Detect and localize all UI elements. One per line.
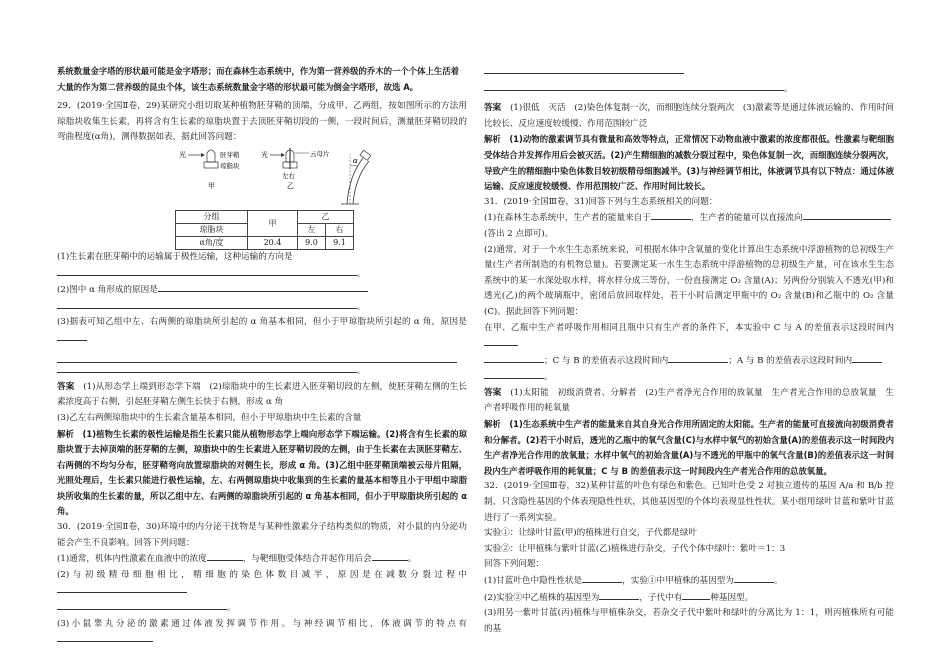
answer-blank[interactable]	[682, 590, 710, 600]
fig-label-left-right: 左右	[282, 171, 295, 180]
table-cell: 甲	[248, 210, 298, 236]
q31-stem: 31．(2019·全国Ⅲ卷，31)回答下列与生态系统相关的问题：	[484, 196, 718, 207]
answer-blank[interactable]	[57, 299, 357, 309]
table-row	[176, 210, 354, 223]
q32-prompt: 回答下列问题：	[484, 559, 545, 570]
table-cell: 右	[326, 223, 354, 236]
q29-sub2: (2)图中 α 角形成的原因是	[57, 285, 158, 296]
period: 。	[357, 301, 366, 312]
fig-label-jia: 甲	[208, 181, 215, 190]
answer-label: 答案	[484, 103, 502, 114]
q32-sub1b: ，实验①中甲植株的基因型为	[622, 576, 734, 586]
intro-line-2: 大量的作为第二营养级的昆虫个体，该生态系统数量金字塔的形状最可能为倒金字塔形，故选 A。	[57, 81, 419, 92]
q29-analysis: 解析 (1)植物生长素的极性运输是指生长素只能从植物形态学上端向形态学下端运输。(2)将含有生长素的琼脂块置于去掉顶端的胚芽鞘的左侧，琼脂块中的生长素进入胚芽鞘切段的左侧，由于生长素在去顶胚芽鞘左、右两侧的不均匀分布，胚芽鞘弯向放置琼脂块的对侧生长，形成 α 角。(3)乙组中胚芽鞘顶端被云母片阻隔，光照处理后，生长素只能进行极性运输，左、右两侧琼脂块中收集到的生长素的量基本相等且小于甲组中琼脂块所收集的生长素的量，所以乙组中左、右两侧的琼脂块所引起的 α 角基本相同，但小于甲琼脂块所引起的 α 角。	[57, 428, 468, 517]
q29-answer-part3: (3)乙左右两侧琼脂块中的生长素含量基本相同，但小于甲琼脂块中生长素的含量	[57, 412, 362, 423]
fig-label-mica: 云母片	[310, 149, 330, 158]
left-column	[57, 64, 467, 649]
analysis-label: 解析	[57, 428, 75, 439]
q32-stem: 32．(2019·全国Ⅲ卷，32)某种甘蓝的叶色有绿色和紫色。已知叶色受 2 对独立遗传的基因 A/a 和 B/b 控制，只含隐性基因的个体表现隐性性状，其他基因型的个体均表现显性性状。某小组用绿叶甘蓝和紫叶甘蓝进行了一系列实验。	[484, 481, 894, 523]
q30-sub1a: (1)通常，机体内性激素在血液中的浓度	[57, 554, 207, 565]
answer-blank[interactable]	[158, 282, 368, 292]
q31-sub2d: ；A 与 B 的差值表示这段时间内	[728, 355, 853, 366]
q31-sub1c: (答出 2 点即可)。	[484, 228, 554, 239]
q32-sub2a: (2)实验②中乙植株的基因型为	[484, 592, 600, 603]
fig-label-light-a: 光	[179, 150, 186, 159]
q30-answer: 答案 (1)很低 灭活 (2)染色体复制一次，而细胞连续分裂两次 (3)激素等是通过体液运输的、作用时间比较长、反应速度较缓慢、作用范围较广泛	[484, 103, 894, 129]
q31-sub2e: 。	[544, 372, 553, 383]
table-cell: 9.1	[326, 236, 354, 249]
answer-blank[interactable]	[372, 551, 408, 561]
q32-sub2c: 种基因型。	[710, 592, 754, 603]
analysis-label: 解析	[484, 134, 501, 145]
answer-blank[interactable]	[484, 353, 544, 363]
light-arrowhead-a	[201, 153, 205, 157]
q32-exp2: 实验②：让甲植株与紫叶甘蓝(乙)植株进行杂交，子代个体中绿叶：紫叶＝1：3	[484, 543, 786, 554]
q29-figure	[57, 148, 467, 210]
q30-analysis: 解析 (1)动物的激素调节具有微量和高效等特点，正常情况下动物血液中激素的浓度都很低。性激素与靶细胞受体结合并发挥作用后会被灭活。(2)产生精细胞的减数分裂过程中，染色体复制一次，而细胞连续分裂两次，导致产生的精细胞中染色体数目较初级精母细胞减半。(3)与神经调节相比，体液调节具有以下特点：通过体液运输、反应速度较缓慢、作用范围较广泛、作用时间比较长。	[484, 134, 894, 192]
fig-label-yi: 乙	[287, 181, 294, 190]
agar-block-on-stem	[360, 150, 371, 160]
answer-blank[interactable]	[484, 64, 684, 74]
table-cell: 琼脂块	[176, 223, 248, 236]
table-cell: 20.4	[248, 236, 298, 249]
period: 。	[784, 83, 793, 94]
answer-line[interactable]	[57, 348, 457, 364]
table-cell: 左	[298, 223, 326, 236]
agar-block-a	[204, 162, 218, 168]
q29-data-table	[175, 210, 354, 250]
q30-sub3: (3)小鼠睾丸分泌的激素通过体液发挥调节作用。与神经调节相比，体液调节的特点有	[57, 618, 467, 629]
q32-sub3: (3)用另一紫叶甘蓝(丙)植株与甲植株杂交，若杂交子代中紫叶和绿叶的分离比为 1：1，则丙植株所有可能的基	[484, 608, 894, 634]
agar-block-right	[290, 162, 297, 168]
answer-blank[interactable]	[803, 210, 891, 220]
coleoptile-diagram	[177, 148, 397, 210]
q31-sub2: (2)通常，对于一个水生生态系统来说，可根据水体中含氧量的变化计算出生态系统中浮游植物的总初级生产量(生产者所制造的有机物总量)。若要测定某一水生生态系统中浮游植物的总初级生产量，可在该水生生态系统中的某一水深处取水样，将水样分成三等份，一份直接测定 O₂ 含量(A)；另两份分别装入不透光(甲)和透光(乙)的两个玻璃瓶中，密闭后放回取样处，若干小时后测定甲瓶中的 O₂ 含量(B)和乙瓶中的 O₂ 含量(C)。据此回答下列问题：	[484, 244, 894, 317]
q31-sub2b: 在甲、乙瓶中生产者呼吸作用相同且瓶中只有生产者的条件下，本实验中 C 与 A 的差值表示这段时间内	[484, 322, 894, 333]
period: 。	[357, 366, 366, 377]
answer-blank[interactable]	[484, 369, 544, 379]
period: 。	[357, 268, 366, 279]
answer-blank[interactable]	[734, 573, 774, 583]
analysis-label: 解析	[484, 419, 501, 430]
q31-sub1a: (1)在森林生态系统中，生产者的能量来自于	[484, 213, 651, 224]
fig-label-light-b: 光	[261, 150, 268, 159]
q31-sub1b: ，生产者的能量可以直接流向	[690, 213, 803, 224]
table-cell: 9.0	[298, 236, 326, 249]
fig-label-agar: 琼脂块	[220, 161, 240, 170]
fig-label-tip: 胚芽鞘	[220, 150, 240, 159]
fig-label-alpha: α	[353, 156, 358, 165]
answer-blank[interactable]	[651, 210, 691, 220]
q29-answer: 答案 (1)从形态学上端到形态学下端 (2)琼脂块中的生长素进入胚芽鞘切段的左侧，使胚芽鞘左侧的生长素浓度高于右侧，引起胚芽鞘左侧生长快于右侧，形成 α 角	[57, 381, 467, 408]
table-row	[176, 236, 354, 249]
answer-blank[interactable]	[599, 590, 639, 600]
answer-label: 答案	[57, 381, 75, 392]
agar-block-left	[283, 162, 290, 168]
q29-sub3: (3)据表可知乙组中左、右两侧的琼脂块所引起的 α 角基本相同，但小于甲琼脂块所引起的 α 角，原因是	[57, 315, 467, 347]
q30-stem: 30．(2019·全国Ⅱ卷，30)环境中的内分泌干扰物是与某种性激素分子结构类似的物质，对小鼠的内分泌功能会产生不良影响。回答下列问题：	[57, 522, 467, 548]
period: 。	[227, 603, 236, 614]
answer-blank[interactable]	[57, 331, 87, 341]
answer-blank[interactable]	[57, 600, 227, 610]
intro-line-1: 系统数量金字塔的形状最可能是金字塔形；而在森林生态系统中，作为第一营养级的乔木的一个个体上生活着	[57, 66, 459, 76]
q31-answer: 答案 (1)太阳能 初级消费者、分解者 (2)生产者净光合作用的放氧量 生产者光合作用的总放氧量 生产者呼吸作用的耗氧量	[484, 387, 894, 414]
table-cell: α角/度	[176, 236, 248, 249]
q30-sub1b: ，与靶细胞受体结合并起作用后会	[242, 554, 372, 565]
q29-stem: 29．(2019·全国Ⅱ卷，29)某研究小组切取某种植物胚芽鞘的顶端，分成甲、乙两组，按如图所示的方法用琼脂块收集生长素，再将含有生长素的琼脂块置于去顶胚芽鞘切段的一侧，一段时间后，测量胚芽鞘切段的弯曲程度(α角)，测得数据如表，据此回答问题：	[57, 101, 467, 143]
answer-blank[interactable]	[57, 363, 357, 373]
q32-exp1: 实验①：让绿叶甘蓝(甲)的植株进行自交，子代都是绿叶	[484, 528, 697, 539]
answer-blank[interactable]	[207, 551, 243, 561]
coleoptile-tip-a	[207, 150, 215, 162]
answer-blank[interactable]	[484, 336, 518, 346]
q32-sub2b: ，子代中有	[639, 592, 683, 603]
q32-sub1a: (1)甘蓝叶色中隐性性状是	[484, 576, 583, 586]
answer-blank[interactable]	[57, 632, 153, 642]
answer-blank[interactable]	[582, 573, 622, 583]
q31-analysis: 解析 (1)生态系统中生产者的能量来自其自身光合作用所固定的太阳能。生产者的能量可直接流向初级消费者和分解者。(2)若干小时后，透光的乙瓶中的氧气含量(C)与水样中氧气的初始含量(A)的差值表示这一时间段内生产者净光合作用的放氧量；水样中氧气的初始含量(A)与不透光的甲瓶中的氧气含量(B)的差值表示这一时间段内生产者呼吸作用的耗氧量；C 与 B 的差值表示这一时间段内生产者光合作用的总放氧量。	[484, 419, 894, 476]
bent-coleoptile-right-edge	[353, 161, 369, 204]
answer-blank[interactable]	[57, 583, 187, 593]
right-column	[484, 64, 894, 637]
light-arrowhead-b	[281, 153, 285, 157]
answer-label: 答案	[484, 387, 502, 398]
answer-blank[interactable]	[484, 81, 784, 91]
q32-sub1c: 。	[773, 576, 783, 586]
q31-sub2c: ；C 与 B 的差值表示这段时间内	[544, 355, 669, 366]
table-cell: 分组	[176, 210, 248, 223]
table-cell: 乙	[298, 210, 354, 223]
q30-sub1c: 。	[407, 554, 417, 565]
q29-sub1: (1)生长素在胚芽鞘中的运输属于极性运输，这种运输的方向是	[57, 251, 293, 262]
q30-sub2: (2)与初级精母细胞相比，精细胞的染色体数目减半，原因是在减数分裂过程中	[57, 569, 467, 580]
answer-blank[interactable]	[668, 353, 728, 363]
answer-blank[interactable]	[852, 353, 882, 363]
answer-blank[interactable]	[57, 266, 357, 276]
